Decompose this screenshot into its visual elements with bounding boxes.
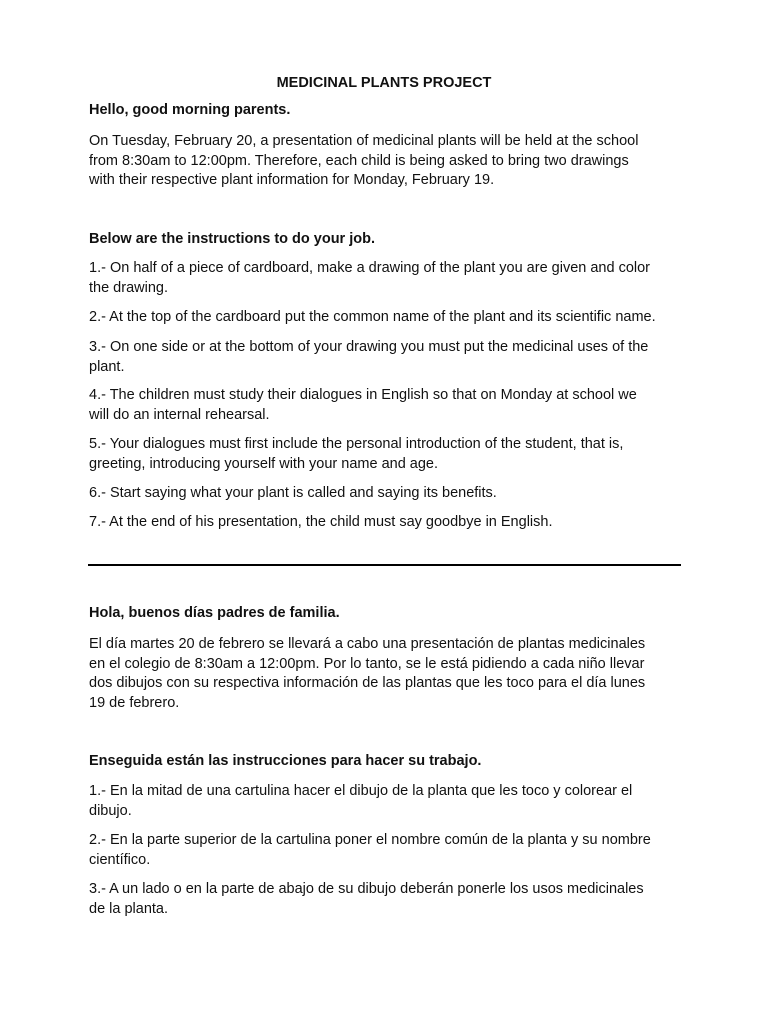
instruction-line: 4.- The children must study their dialogues in English so that on Monday at school we <box>89 387 637 403</box>
instruction-line: 1.- En la mitad de una cartulina hacer el dibujo de la planta que les toco y colorear el <box>89 783 633 799</box>
instruction-line: científico. <box>89 851 151 868</box>
instruction-line: 3.- On one side or at the bottom of your drawing you must put the medicinal uses of the <box>89 339 649 355</box>
english-instruction-item <box>89 259 689 298</box>
spanish-greeting: Hola, buenos días padres de familia. <box>89 605 340 621</box>
english-instruction-item <box>89 338 689 377</box>
spanish-instruction-item <box>89 880 689 919</box>
instruction-line: will do an internal rehearsal. <box>89 406 270 423</box>
instruction-line: 5.- Your dialogues must first include the personal introduction of the student, that is, <box>89 436 624 452</box>
spanish-instruction-item <box>89 782 689 821</box>
section-divider <box>88 564 681 566</box>
instruction-line: dibujo. <box>89 802 132 819</box>
instruction-line: 6.- Start saying what your plant is called and saying its benefits. <box>89 485 497 501</box>
english-intro-paragraph <box>89 132 689 191</box>
instruction-line: 7.- At the end of his presentation, the child must say goodbye in English. <box>89 514 553 530</box>
spanish-instructions-heading: Enseguida están las instrucciones para hacer su trabajo. <box>89 753 482 769</box>
english-intro-line: with their respective plant information for Monday, February 19. <box>89 172 495 188</box>
english-instructions-heading: Below are the instructions to do your job. <box>89 231 375 247</box>
english-intro-line: from 8:30am to 12:00pm. Therefore, each child is being asked to bring two drawings <box>89 152 629 169</box>
instruction-line: 2.- At the top of the cardboard put the common name of the plant and its scientific name. <box>89 309 656 325</box>
instruction-line: plant. <box>89 358 125 375</box>
spanish-intro-line: 19 de febrero. <box>89 694 180 711</box>
spanish-intro-paragraph <box>89 635 689 713</box>
english-instruction-item <box>89 308 689 328</box>
document-title: MEDICINAL PLANTS PROJECT <box>276 75 492 91</box>
instruction-line: 2.- En la parte superior de la cartulina poner el nombre común de la planta y su nombre <box>89 832 651 848</box>
instruction-line: the drawing. <box>89 279 168 296</box>
spanish-intro-line: dos dibujos con su respectiva información de las plantas que les toco para el día lunes <box>89 675 646 691</box>
spanish-intro-line: El día martes 20 de febrero se llevará a cabo una presentación de plantas medicinales <box>89 636 646 652</box>
english-instruction-item <box>89 386 689 425</box>
english-intro-line: On Tuesday, February 20, a presentation of medicinal plants will be held at the school <box>89 133 639 149</box>
english-instruction-item <box>89 435 689 474</box>
instruction-line: greeting, introducing yourself with your name and age. <box>89 455 439 472</box>
instruction-line: 1.- On half of a piece of cardboard, make a drawing of the plant you are given and color <box>89 260 651 276</box>
english-greeting: Hello, good morning parents. <box>89 102 291 118</box>
spanish-instruction-item <box>89 831 689 870</box>
english-instruction-item <box>89 513 689 533</box>
spanish-intro-line: en el colegio de 8:30am a 12:00pm. Por lo tanto, se le está pidiendo a cada niño llevar <box>89 655 645 672</box>
instruction-line: de la planta. <box>89 900 169 917</box>
instruction-line: 3.- A un lado o en la parte de abajo de su dibujo deberán ponerle los usos medicinales <box>89 881 644 897</box>
english-instruction-item <box>89 484 689 504</box>
